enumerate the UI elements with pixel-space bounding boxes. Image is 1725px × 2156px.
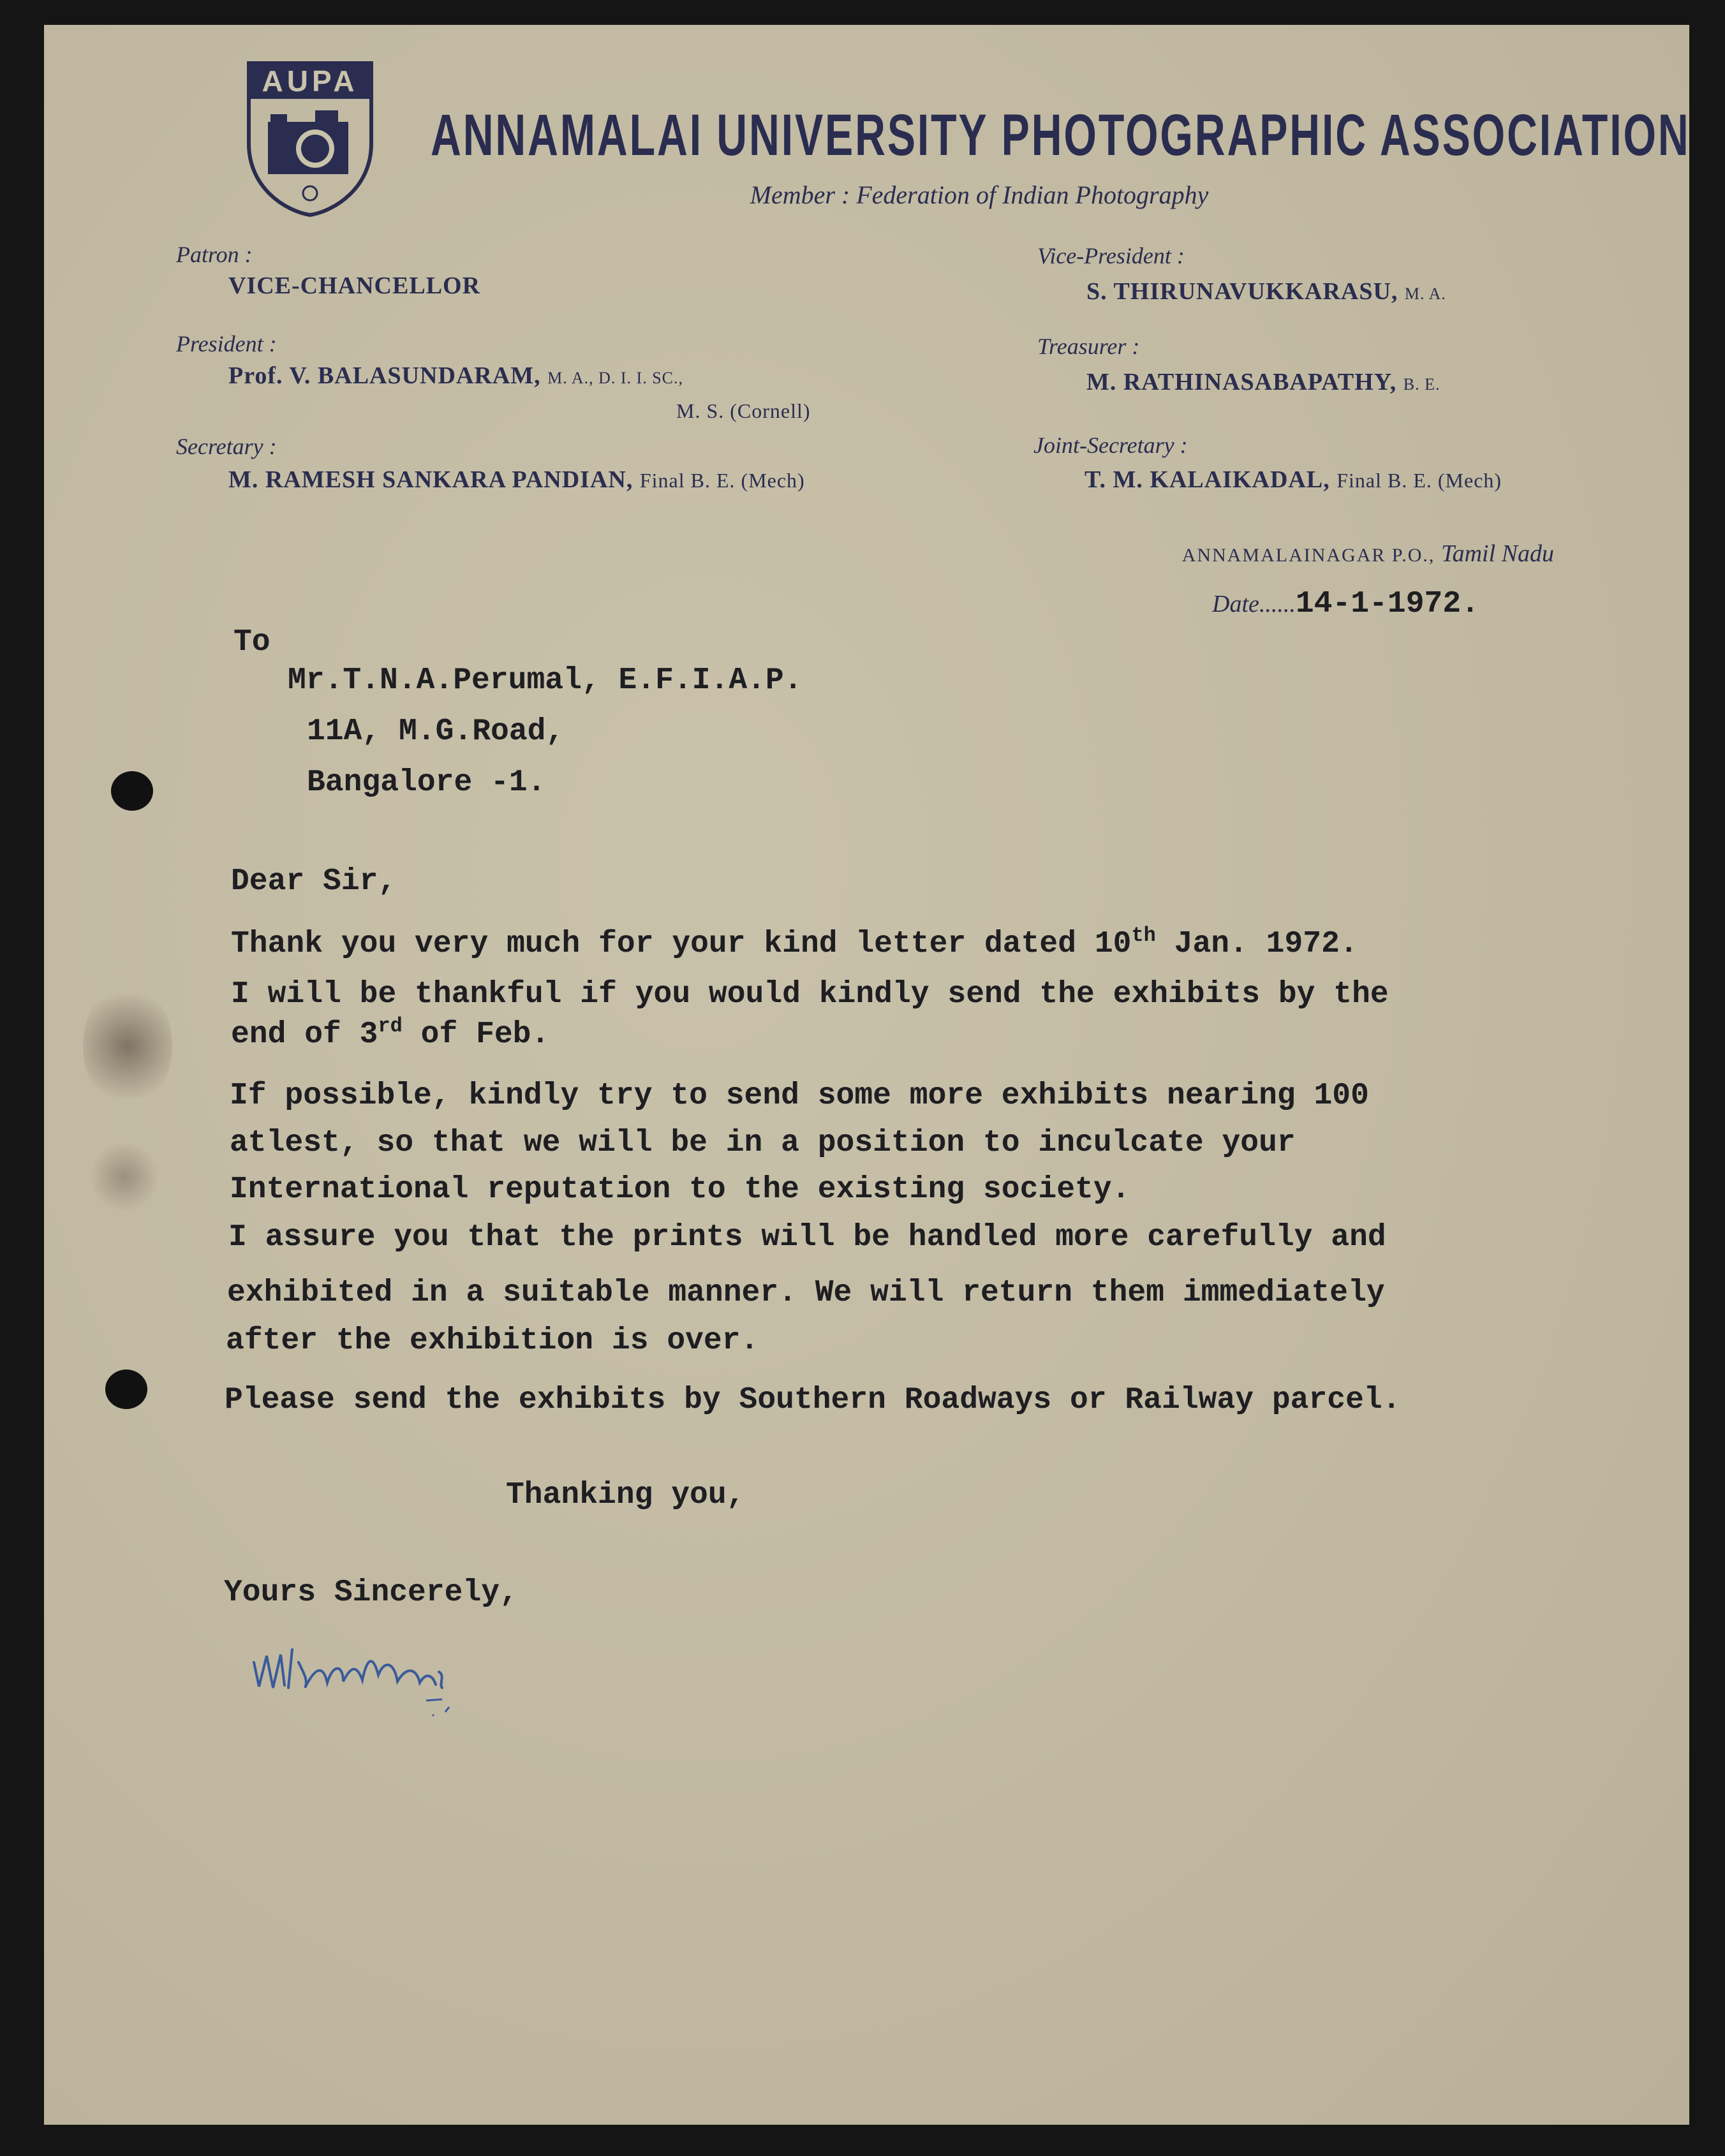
recipient-line: Bangalore -1.: [307, 765, 546, 800]
body-line: If possible, kindly try to send some more exhibits nearing 100: [230, 1079, 1369, 1113]
body-line: I assure you that the prints will be handled more carefully and: [228, 1220, 1386, 1255]
president-name: Prof. V. BALASUNDARAM, M. A., D. I. I. SC.,: [228, 362, 683, 389]
stain: [83, 982, 172, 1110]
body-line: exhibited in a suitable manner. We will return them immediately: [227, 1276, 1385, 1310]
patron-label: Patron :: [176, 242, 253, 267]
body-line: Thank you very much for your kind letter dated 10th Jan. 1972.: [231, 924, 1358, 961]
organization-title: ANNAMALAI UNIVERSITY PHOTOGRAPHIC ASSOCIATION: [431, 103, 1691, 168]
punch-hole: [105, 1370, 147, 1409]
recipient-line: 11A, M.G.Road,: [307, 714, 565, 749]
president-label: President :: [176, 331, 277, 357]
address-line: ANNAMALAINAGAR P.O., Tamil Nadu: [1181, 540, 1554, 567]
salutation: Dear Sir,: [231, 864, 397, 899]
body-line: atlest, so that we will be in a position to inculcate your: [230, 1126, 1296, 1160]
treasurer-name: M. RATHINASABAPATHY, B. E.: [1086, 369, 1440, 395]
president-degree: M. S. (Cornell): [676, 399, 811, 422]
joint-secretary-name: T. M. KALAIKADAL, Final B. E. (Mech): [1085, 466, 1502, 493]
body-line: Please send the exhibits by Southern Roadways or Railway parcel.: [225, 1383, 1401, 1417]
body-line: International reputation to the existing society.: [230, 1172, 1130, 1207]
secretary-name: M. RAMESH SANKARA PANDIAN, Final B. E. (Mech): [228, 466, 805, 493]
joint-secretary-label: Joint-Secretary :: [1033, 432, 1188, 458]
svg-text:AUPA: AUPA: [262, 64, 359, 98]
to-label: To: [233, 625, 270, 660]
treasurer-label: Treasurer :: [1037, 334, 1140, 359]
punch-hole: [111, 771, 153, 811]
letter-paper: [44, 25, 1689, 2125]
body-line: after the exhibition is over.: [226, 1324, 759, 1358]
body-line: I will be thankful if you would kindly send the exhibits by the: [231, 977, 1389, 1012]
signature: [248, 1637, 471, 1732]
vice-president-name: S. THIRUNAVUKKARASU, M. A.: [1086, 278, 1446, 305]
body-line: end of 3rd of Feb.: [231, 1014, 550, 1052]
date-line: Date......14-1-1972.: [1212, 587, 1479, 621]
thanks-line: Thanking you,: [506, 1478, 745, 1512]
patron-name: VICE-CHANCELLOR: [228, 272, 481, 299]
member-line: Member : Federation of Indian Photography: [750, 181, 1209, 209]
vice-president-label: Vice-President :: [1037, 243, 1185, 269]
recipient-line: Mr.T.N.A.Perumal, E.F.I.A.P.: [288, 663, 803, 698]
secretary-label: Secretary :: [176, 434, 277, 459]
stain: [89, 1142, 159, 1212]
closing-line: Yours Sincerely,: [224, 1576, 518, 1610]
